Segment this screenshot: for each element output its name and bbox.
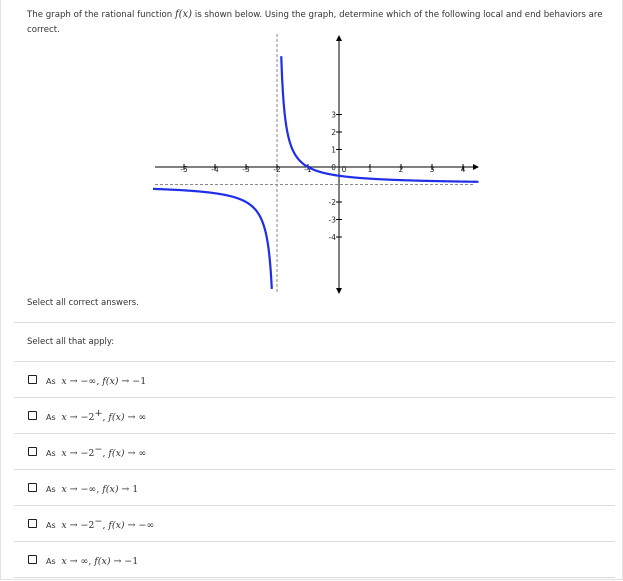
y-tick-label: 0 [331, 163, 336, 172]
option-variable: x [61, 555, 67, 567]
option-approach-value: −2 [80, 519, 95, 531]
option-variable: x [61, 447, 67, 459]
answer-option[interactable] [23, 541, 615, 577]
divider [14, 322, 615, 323]
option-function: f(x) [102, 483, 119, 495]
option-arrow: → [69, 375, 78, 387]
option-checkbox[interactable] [28, 375, 37, 384]
y-tick-label: -2 [328, 198, 336, 207]
option-label[interactable]: As x → −∞, f(x) → 1 [46, 483, 139, 495]
rational-function-graph [151, 32, 491, 304]
x-tick-label: 4 [460, 165, 466, 174]
option-label[interactable]: As x → −2−, f(x) → −∞ [46, 515, 155, 531]
option-function: f(x) [108, 447, 125, 459]
option-as: As [46, 376, 56, 386]
option-label[interactable]: As x → −∞, f(x) → −1 [46, 375, 147, 387]
option-as: As [46, 412, 56, 422]
curve-left-branch [153, 189, 272, 289]
graph-svg [151, 32, 491, 300]
x-tick-label: 1 [367, 165, 373, 174]
y-tick-label: -4 [328, 233, 336, 242]
curve-right-branch [281, 56, 478, 182]
option-arrow: → [69, 483, 78, 495]
option-side: + [94, 407, 103, 419]
option-function: f(x) [108, 519, 125, 531]
x-tick-label: -3 [242, 165, 250, 174]
option-arrow: → [69, 447, 78, 459]
option-label[interactable]: As x → ∞, f(x) → −1 [46, 555, 139, 567]
option-arrow: → [113, 555, 122, 567]
x-tick-label: -1 [304, 165, 312, 174]
answer-option[interactable] [23, 469, 615, 505]
option-arrow: → [121, 483, 130, 495]
option-result-value: ∞ [138, 411, 147, 423]
instructions-text: Select all correct answers. [27, 298, 139, 308]
answer-option[interactable] [23, 505, 615, 541]
option-result-value: −1 [124, 555, 139, 567]
x-tick-label: -2 [273, 165, 281, 174]
option-arrow: → [127, 447, 136, 459]
option-arrow: → [127, 519, 136, 531]
option-variable: x [61, 375, 67, 387]
option-result-value: ∞ [138, 447, 147, 459]
option-side: − [94, 515, 103, 527]
answer-option[interactable] [23, 433, 615, 469]
x-tick-label: -5 [180, 165, 188, 174]
y-tick-label: 3 [331, 110, 336, 120]
prompt-text-start: The graph of the rational function [27, 10, 175, 20]
option-arrow: → [69, 411, 78, 423]
option-as: As [46, 484, 56, 494]
option-approach-value: −2 [80, 411, 95, 423]
divider [14, 577, 615, 578]
x-tick-label: 3 [429, 165, 435, 174]
option-checkbox[interactable] [28, 483, 37, 492]
prompt-function: f(x) [174, 9, 193, 20]
option-function: f(x) [102, 375, 119, 387]
option-checkbox[interactable] [28, 519, 37, 528]
option-as: As [46, 520, 56, 530]
option-arrow: → [127, 411, 136, 423]
y-axis-arrow-down [336, 288, 342, 294]
option-result-value: −1 [132, 375, 147, 387]
option-arrow: → [69, 555, 78, 567]
y-axis-arrow-up [336, 35, 342, 41]
option-function: f(x) [94, 555, 111, 567]
x-tick-label: 2 [398, 165, 404, 174]
option-arrow: → [69, 519, 78, 531]
x-tick-label: 0 [341, 165, 347, 174]
option-variable: x [61, 483, 67, 495]
option-variable: x [61, 519, 67, 531]
select-all-label: Select all that apply: [27, 337, 115, 347]
answer-option[interactable] [23, 397, 615, 433]
x-axis-arrow [473, 164, 479, 170]
y-tick-label: -3 [328, 215, 336, 225]
option-as: As [46, 448, 56, 458]
y-tick-label: 1 [331, 145, 336, 155]
option-checkbox[interactable] [28, 411, 37, 420]
y-tick-label: 2 [331, 128, 336, 137]
answer-option[interactable] [23, 361, 615, 397]
option-approach-value: −∞ [80, 375, 97, 387]
option-result-value: −∞ [138, 519, 155, 531]
option-variable: x [61, 411, 67, 423]
option-function: f(x) [108, 411, 125, 423]
option-result-value: 1 [132, 483, 139, 495]
option-as: As [46, 556, 56, 566]
option-side: − [94, 443, 103, 455]
option-checkbox[interactable] [28, 555, 37, 564]
option-label[interactable]: As x → −2+, f(x) → ∞ [46, 407, 147, 423]
prompt-text-end: is shown below. Using the graph, determine which of the following local and end behaviors are correct. [27, 10, 603, 35]
option-approach-value: ∞ [80, 555, 89, 567]
option-approach-value: −∞ [80, 483, 97, 495]
option-arrow: → [121, 375, 130, 387]
x-tick-label: -4 [211, 165, 219, 174]
option-checkbox[interactable] [28, 447, 37, 456]
option-approach-value: −2 [80, 447, 95, 459]
option-label[interactable]: As x → −2−, f(x) → ∞ [46, 443, 147, 459]
